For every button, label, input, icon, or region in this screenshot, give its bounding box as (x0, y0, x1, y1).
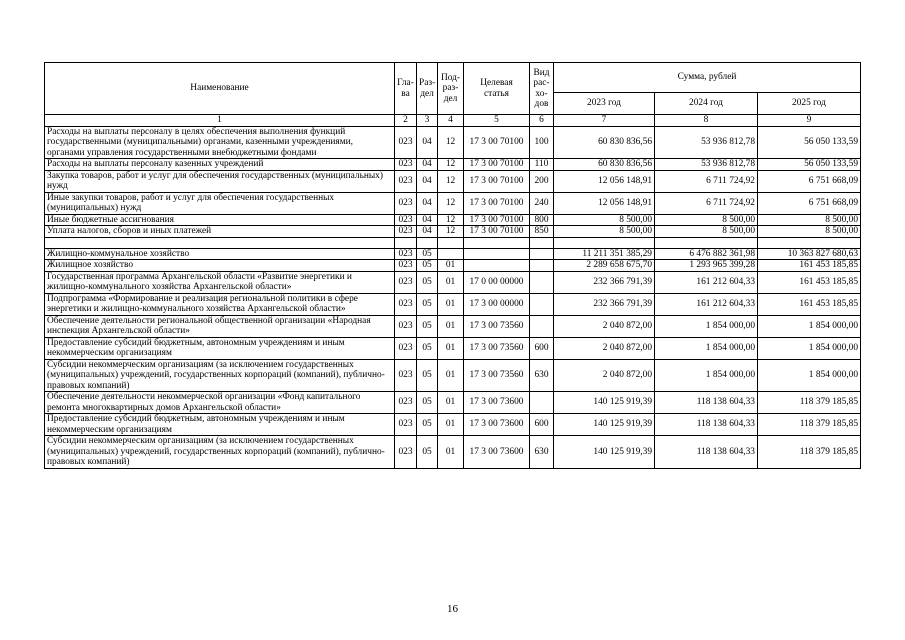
row-razdel: 05 (417, 359, 438, 392)
table-row (45, 214, 861, 226)
row-razdel: 05 (417, 271, 438, 293)
row-sum-2024: 161 212 604,33 (655, 271, 758, 293)
table-row (45, 293, 861, 315)
row-sum-2025: 6 751 668,09 (758, 170, 861, 192)
row-sum-2024: 8 500,00 (655, 214, 758, 226)
row-glava: 023 (395, 260, 417, 272)
row-target: 17 3 00 70100 (464, 170, 530, 192)
row-target: 17 3 00 73600 (464, 392, 530, 414)
row-target (464, 260, 530, 272)
header-glava (395, 63, 417, 115)
header-target-text: Целевая статья (480, 78, 513, 99)
row-podrazdel: 01 (438, 260, 464, 272)
column-number: 9 (758, 115, 861, 127)
row-target: 17 0 00 00000 (464, 271, 530, 293)
row-podrazdel: 01 (438, 271, 464, 293)
row-podrazdel: 12 (438, 170, 464, 192)
header-glava-text: Гла- ва (397, 78, 414, 99)
row-razdel: 04 (417, 226, 438, 238)
row-sum-2025: 1 854 000,00 (758, 315, 861, 337)
row-vid: 800 (530, 214, 554, 226)
row-glava: 023 (395, 248, 417, 260)
row-sum-2023: 8 500,00 (554, 214, 655, 226)
row-glava: 023 (395, 293, 417, 315)
row-razdel: 05 (417, 315, 438, 337)
row-glava: 023 (395, 192, 417, 214)
row-sum-2024: 53 936 812,78 (655, 159, 758, 171)
row-vid (530, 271, 554, 293)
row-vid: 600 (530, 337, 554, 359)
row-vid: 240 (530, 192, 554, 214)
row-name: Государственная программа Архангельской области «Развитие энергетики и жилищно-коммунального хозяйства Архангельской области» (45, 271, 395, 293)
row-vid (530, 392, 554, 414)
row-glava: 023 (395, 126, 417, 159)
row-sum-2023: 12 056 148,91 (554, 170, 655, 192)
row-vid (530, 293, 554, 315)
row-sum-2023: 8 500,00 (554, 226, 655, 238)
row-glava: 023 (395, 170, 417, 192)
row-name: Предоставление субсидий бюджетным, автономным учреждениям и иным некоммерческим организациям (45, 414, 395, 436)
row-razdel: 05 (417, 436, 438, 469)
row-glava: 023 (395, 159, 417, 171)
row-name (45, 237, 395, 248)
row-sum-2025: 161 453 185,85 (758, 260, 861, 272)
row-sum-2023: 11 211 351 385,29 (554, 248, 655, 260)
header-sum: Сумма, рублей (554, 63, 861, 93)
table-row (45, 392, 861, 414)
table-body (45, 115, 861, 469)
row-sum-2025: 56 050 133,59 (758, 159, 861, 171)
row-podrazdel: 12 (438, 214, 464, 226)
row-name: Расходы на выплаты персоналу казенных учреждений (45, 159, 395, 171)
row-name: Обеспечение деятельности региональной общественной организации «Народная инспекция Архангельской области» (45, 315, 395, 337)
header-name: Наименование (45, 63, 395, 115)
row-target: 17 3 00 70100 (464, 126, 530, 159)
row-name: Жилищно-коммунальное хозяйство (45, 248, 395, 260)
table-row (45, 260, 861, 272)
row-glava: 023 (395, 271, 417, 293)
row-podrazdel: 12 (438, 192, 464, 214)
row-podrazdel: 01 (438, 436, 464, 469)
row-sum-2024 (655, 237, 758, 248)
column-numbers-row (45, 115, 861, 127)
row-target: 17 3 00 70100 (464, 159, 530, 171)
table-row (45, 192, 861, 214)
header-year-2023: 2023 год (554, 93, 655, 115)
column-number: 6 (530, 115, 554, 127)
row-sum-2024: 1 293 965 399,28 (655, 260, 758, 272)
row-razdel: 05 (417, 248, 438, 260)
row-vid: 630 (530, 436, 554, 469)
row-sum-2025: 6 751 668,09 (758, 192, 861, 214)
column-number: 7 (554, 115, 655, 127)
header-year-2024: 2024 год (655, 93, 758, 115)
row-sum-2025 (758, 237, 861, 248)
row-podrazdel (438, 248, 464, 260)
row-razdel: 05 (417, 293, 438, 315)
row-sum-2024: 118 138 604,33 (655, 414, 758, 436)
row-name: Иные закупки товаров, работ и услуг для обеспечения государственных (муниципальных) нужд (45, 192, 395, 214)
row-name: Субсидии некоммерческим организациям (за исключением государственных (муниципальных) учреждений, государственных корпораций (компаний), публично-правовых компаний) (45, 359, 395, 392)
row-sum-2023: 2 040 872,00 (554, 337, 655, 359)
row-glava: 023 (395, 214, 417, 226)
row-sum-2024: 6 476 882 361,98 (655, 248, 758, 260)
row-name: Расходы на выплаты персоналу в целях обеспечения выполнения функций государственными (муниципальными) органами, казенными учреждениями, органами управления государственными внебюджетными фондами (45, 126, 395, 159)
column-number: 2 (395, 115, 417, 127)
row-vid: 110 (530, 159, 554, 171)
row-sum-2024: 161 212 604,33 (655, 293, 758, 315)
header-vid (530, 63, 554, 115)
column-number: 5 (464, 115, 530, 127)
row-podrazdel: 12 (438, 226, 464, 238)
row-razdel: 04 (417, 214, 438, 226)
row-vid: 200 (530, 170, 554, 192)
row-name: Закупка товаров, работ и услуг для обеспечения государственных (муниципальных) нужд (45, 170, 395, 192)
row-sum-2023: 140 125 919,39 (554, 392, 655, 414)
row-target: 17 3 00 73560 (464, 359, 530, 392)
column-number: 1 (45, 115, 395, 127)
row-sum-2023: 12 056 148,91 (554, 192, 655, 214)
row-podrazdel: 01 (438, 293, 464, 315)
row-glava: 023 (395, 359, 417, 392)
table-row (45, 248, 861, 260)
row-target: 17 3 00 70100 (464, 192, 530, 214)
row-glava: 023 (395, 226, 417, 238)
row-razdel: 05 (417, 337, 438, 359)
row-sum-2025: 10 363 827 680,63 (758, 248, 861, 260)
row-name: Иные бюджетные ассигнования (45, 214, 395, 226)
row-target: 17 3 00 00000 (464, 293, 530, 315)
row-glava: 023 (395, 315, 417, 337)
row-sum-2025: 118 379 185,85 (758, 414, 861, 436)
row-vid (530, 237, 554, 248)
row-glava (395, 237, 417, 248)
header-podrazdel (438, 63, 464, 115)
row-glava: 023 (395, 436, 417, 469)
row-sum-2024: 1 854 000,00 (655, 337, 758, 359)
row-vid: 600 (530, 414, 554, 436)
column-number: 3 (417, 115, 438, 127)
row-sum-2023: 2 289 658 675,70 (554, 260, 655, 272)
row-sum-2025: 8 500,00 (758, 226, 861, 238)
row-name: Жилищное хозяйство (45, 260, 395, 272)
table-row (45, 315, 861, 337)
row-sum-2025: 118 379 185,85 (758, 392, 861, 414)
table-row (45, 159, 861, 171)
row-sum-2023: 60 830 836,56 (554, 126, 655, 159)
row-razdel: 05 (417, 260, 438, 272)
row-sum-2025: 1 854 000,00 (758, 337, 861, 359)
row-name: Предоставление субсидий бюджетным, автономным учреждениям и иным некоммерческим организациям (45, 337, 395, 359)
row-sum-2023: 232 366 791,39 (554, 293, 655, 315)
row-sum-2024: 1 854 000,00 (655, 315, 758, 337)
row-razdel: 04 (417, 126, 438, 159)
row-sum-2025: 56 050 133,59 (758, 126, 861, 159)
row-name: Уплата налогов, сборов и иных платежей (45, 226, 395, 238)
row-target: 17 3 00 73600 (464, 436, 530, 469)
row-podrazdel (438, 237, 464, 248)
row-sum-2024: 6 711 724,92 (655, 170, 758, 192)
table-row (45, 271, 861, 293)
row-vid: 630 (530, 359, 554, 392)
row-vid (530, 315, 554, 337)
row-sum-2024: 1 854 000,00 (655, 359, 758, 392)
row-sum-2023: 2 040 872,00 (554, 315, 655, 337)
row-podrazdel: 01 (438, 414, 464, 436)
header-razdel-text: Раз- дел (419, 78, 436, 99)
row-target: 17 3 00 73560 (464, 337, 530, 359)
header-year-2025: 2025 год (758, 93, 861, 115)
column-number: 4 (438, 115, 464, 127)
row-podrazdel: 12 (438, 159, 464, 171)
header-target (464, 63, 530, 115)
row-sum-2024: 8 500,00 (655, 226, 758, 238)
table-row (45, 226, 861, 238)
row-sum-2025: 1 854 000,00 (758, 359, 861, 392)
row-vid (530, 248, 554, 260)
table-row (45, 170, 861, 192)
row-razdel: 05 (417, 392, 438, 414)
row-glava: 023 (395, 414, 417, 436)
row-sum-2024: 6 711 724,92 (655, 192, 758, 214)
header-podrazdel-text: Под- раз- дел (440, 72, 461, 104)
row-target: 17 3 00 70100 (464, 214, 530, 226)
row-glava: 023 (395, 337, 417, 359)
page-number: 16 (447, 603, 458, 615)
table-row (45, 237, 861, 248)
row-razdel: 05 (417, 414, 438, 436)
row-podrazdel: 01 (438, 392, 464, 414)
table-row (45, 414, 861, 436)
row-vid: 100 (530, 126, 554, 159)
row-target: 17 3 00 73560 (464, 315, 530, 337)
row-podrazdel: 01 (438, 315, 464, 337)
row-sum-2023: 232 366 791,39 (554, 271, 655, 293)
row-razdel: 04 (417, 170, 438, 192)
table-row (45, 126, 861, 159)
row-podrazdel: 01 (438, 359, 464, 392)
table-row (45, 436, 861, 469)
column-number: 8 (655, 115, 758, 127)
row-sum-2025: 161 453 185,85 (758, 293, 861, 315)
row-sum-2024: 118 138 604,33 (655, 392, 758, 414)
budget-table (44, 62, 861, 469)
row-target (464, 248, 530, 260)
row-target: 17 3 00 73600 (464, 414, 530, 436)
row-glava: 023 (395, 392, 417, 414)
row-razdel: 04 (417, 159, 438, 171)
row-sum-2025: 161 453 185,85 (758, 271, 861, 293)
row-sum-2023 (554, 237, 655, 248)
row-name: Подпрограмма «Формирование и реализация региональной политики в сфере энергетики и жилищно-коммунального хозяйства Архангельской области» (45, 293, 395, 315)
row-name: Обеспечение деятельности некоммерческой организации «Фонд капитального ремонта многоквартирных домов Архангельской области» (45, 392, 395, 414)
row-sum-2024: 53 936 812,78 (655, 126, 758, 159)
table-row (45, 359, 861, 392)
row-podrazdel: 12 (438, 126, 464, 159)
header-razdel (417, 63, 438, 115)
row-sum-2025: 118 379 185,85 (758, 436, 861, 469)
row-vid: 850 (530, 226, 554, 238)
row-sum-2023: 140 125 919,39 (554, 414, 655, 436)
row-sum-2023: 60 830 836,56 (554, 159, 655, 171)
row-sum-2023: 2 040 872,00 (554, 359, 655, 392)
header-vid-text: Вид рас- хо- дов (533, 67, 550, 109)
row-vid (530, 260, 554, 272)
row-target: 17 3 00 70100 (464, 226, 530, 238)
row-podrazdel: 01 (438, 337, 464, 359)
row-sum-2025: 8 500,00 (758, 214, 861, 226)
row-razdel (417, 237, 438, 248)
table-row (45, 337, 861, 359)
row-sum-2023: 140 125 919,39 (554, 436, 655, 469)
row-name: Субсидии некоммерческим организациям (за исключением государственных (муниципальных) учреждений, государственных корпораций (компаний), публично-правовых компаний) (45, 436, 395, 469)
row-razdel: 04 (417, 192, 438, 214)
row-target (464, 237, 530, 248)
row-sum-2024: 118 138 604,33 (655, 436, 758, 469)
